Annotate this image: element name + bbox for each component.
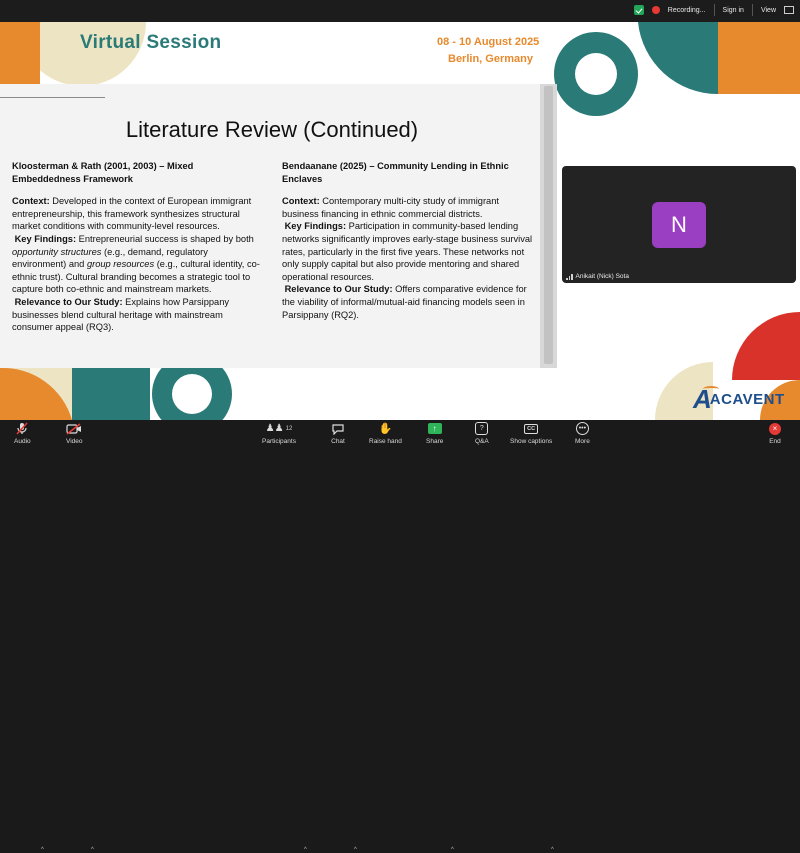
relevance-label: Relevance to Our Study: (284, 284, 393, 295)
findings-text: (e.g., demand, regulatory environment) and (12, 246, 208, 270)
raise-hand-icon: ✋ (378, 423, 393, 435)
qa-icon: ? (475, 422, 488, 435)
logo-text: ACAVENT (709, 391, 785, 408)
slide-header (0, 22, 800, 84)
video-icon-wrap (66, 422, 82, 435)
video-button[interactable] (66, 422, 83, 445)
view-layout-icon[interactable] (784, 6, 794, 14)
share-screen-icon: ↑ (428, 423, 442, 434)
video-label: Video (66, 438, 83, 445)
qa-icon-wrap (475, 422, 488, 435)
end-button[interactable] (769, 422, 781, 445)
left-heading: Kloosterman & Rath (2001, 2003) – Mixed Embeddedness Framework (12, 161, 194, 184)
raise-hand-icon-wrap (379, 422, 393, 435)
closed-captions-icon: CC (524, 424, 538, 434)
findings-label: Key Findings: (14, 233, 77, 244)
event-location: Berlin, Germany (448, 53, 533, 65)
left-findings (12, 233, 264, 296)
share-options-chevron-up-icon[interactable]: ^ (451, 847, 454, 853)
participant-tile[interactable] (562, 166, 796, 283)
relevance-text: Explains how Parsippany businesses blend cultural heritage with mainstream consumer appeal (RQ3). (12, 296, 230, 333)
muted-microphone-icon (15, 422, 29, 435)
participants-icon-wrap (266, 422, 293, 435)
right-context (282, 195, 534, 220)
right-findings (282, 220, 534, 283)
findings-text: (e.g., cultural identity, co-ethnic trust). Cultural branding becomes a strategic tool to capture both co-ethnic and mainstream markets. (12, 259, 260, 295)
logo-swoosh-icon (703, 386, 719, 392)
participant-name-tag (566, 273, 629, 280)
chat-options-chevron-up-icon[interactable]: ^ (354, 847, 357, 853)
slide-title: Literature Review (Continued) (125, 117, 419, 142)
session-title: Virtual Session (80, 32, 222, 53)
sign-in-button[interactable]: Sign in (722, 6, 744, 14)
qa-label: Q&A (475, 438, 489, 445)
captions-label: Show captions (510, 438, 553, 445)
findings-label: Key Findings: (284, 221, 347, 232)
raise-hand-label: Raise hand (369, 438, 402, 445)
more-label: More (575, 438, 590, 445)
participants-button[interactable] (262, 422, 296, 445)
audio-icon-wrap (15, 422, 29, 435)
chat-icon-wrap (331, 422, 345, 435)
view-button-label[interactable]: View (760, 6, 776, 14)
recording-label: Recording... (667, 6, 706, 14)
context-text: Developed in the context of European immigrant entrepreneurship, this framework synthesizes structural market conditions with community-level resources. (12, 196, 252, 232)
scrollbar-thumb[interactable] (544, 86, 553, 364)
findings-text: Participation in community-based lending networks significantly improves early-stage business survival rates, particularly in the first five years. These networks not only supply capital but also provide mentoring and shared operational resources. (282, 221, 533, 282)
share-button[interactable] (426, 422, 443, 445)
top-status-bar (0, 0, 800, 22)
raise-hand-button[interactable] (369, 422, 402, 445)
chat-bubble-icon (331, 423, 345, 435)
left-relevance (12, 296, 264, 334)
divider (752, 4, 753, 16)
security-shield-icon[interactable] (634, 5, 644, 15)
divider (0, 97, 105, 98)
event-date: 08 - 10 August 2025 (437, 36, 540, 48)
participant-name: Anikait (Nick) Sota (575, 273, 629, 280)
more-icon-wrap (576, 422, 589, 435)
logo-mark: A (693, 384, 712, 414)
more-ellipsis-icon: ••• (576, 422, 589, 435)
findings-emphasis: opportunity structures (12, 246, 102, 257)
right-heading: Bendaanane (2025) – Community Lending in Ethnic Enclaves (282, 161, 509, 184)
context-label: Context: (282, 196, 320, 207)
participants-options-chevron-up-icon[interactable]: ^ (304, 847, 307, 853)
context-label: Context: (12, 196, 50, 207)
video-off-icon (66, 423, 82, 435)
qa-button[interactable] (475, 422, 489, 445)
right-relevance (282, 283, 534, 321)
chat-label: Chat (331, 438, 345, 445)
context-text: Contemporary multi-city study of immigrant business financing in ethnic commercial districts. (282, 196, 499, 219)
left-context (12, 195, 264, 233)
more-button[interactable] (575, 422, 590, 445)
signal-strength-icon (566, 274, 573, 280)
relevance-text: Offers comparative evidence for the viability of informal/mutual-aid financing models seen in Parsippany (RQ2). (282, 284, 527, 320)
share-label: Share (426, 438, 444, 445)
end-label: End (769, 438, 781, 445)
captions-options-chevron-up-icon[interactable]: ^ (551, 847, 554, 853)
participants-label: Participants (262, 438, 296, 445)
acavent-logo (693, 384, 785, 415)
slide-content-panel (0, 84, 540, 368)
status-bar-right (634, 4, 794, 16)
video-options-chevron-up-icon[interactable]: ^ (91, 847, 94, 853)
captions-icon-wrap (524, 422, 538, 435)
chat-button[interactable] (331, 422, 345, 445)
left-column (12, 160, 264, 334)
recording-icon (652, 6, 660, 14)
meeting-toolbar (0, 420, 800, 853)
end-icon-wrap (769, 422, 781, 435)
participants-icon: ♟♟ (265, 423, 284, 434)
avatar: N (652, 202, 706, 248)
show-captions-button[interactable] (510, 422, 552, 445)
findings-emphasis: group resources (86, 259, 155, 270)
findings-text: Entrepreneurial success is shaped by both (76, 233, 254, 244)
divider (714, 4, 715, 16)
audio-label: Audio (14, 438, 31, 445)
close-icon: × (769, 423, 781, 435)
slide-scrollbar[interactable] (540, 84, 557, 368)
participants-count: 12 (285, 425, 293, 432)
audio-options-chevron-up-icon[interactable]: ^ (41, 847, 44, 853)
share-icon-wrap (428, 422, 442, 435)
relevance-label: Relevance to Our Study: (14, 296, 123, 307)
audio-button[interactable] (14, 422, 31, 445)
right-column (282, 160, 534, 321)
